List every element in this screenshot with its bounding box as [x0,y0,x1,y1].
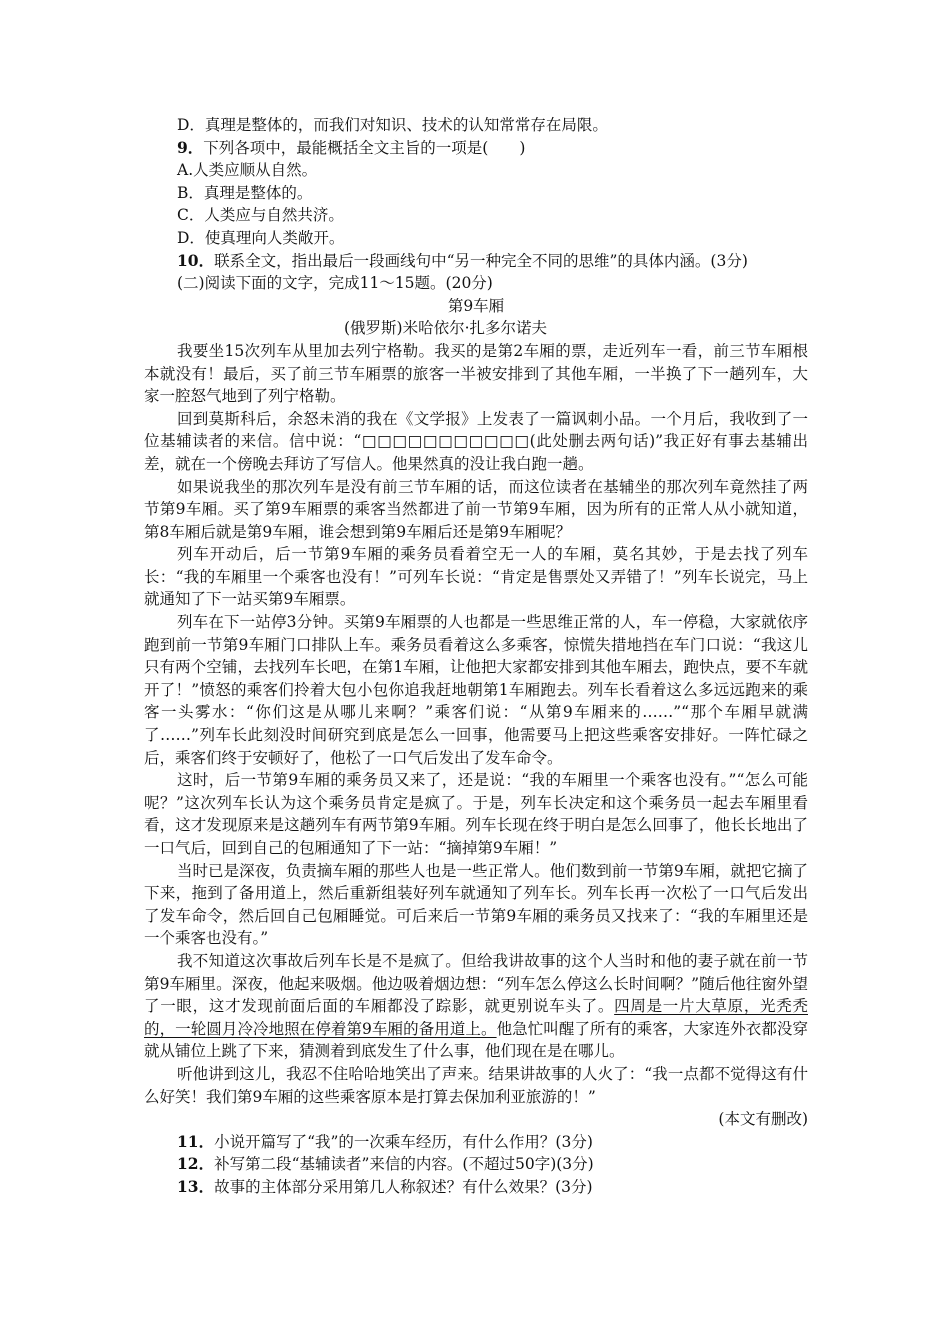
option-d-prev: D．真理是整体的，而我们对知识、技术的认知常常存在局限。 [177,116,608,134]
story-author: (俄罗斯)米哈依尔·扎多尔诺夫 [344,319,548,338]
story-title: 第9车厢 [447,296,505,315]
source-note: (本文有删改) [718,1110,808,1129]
option-a: A.人类应顺从自然。 [177,161,318,180]
story-paragraph-3: 如果说我坐的那次列车是没有前三节车厢的话，而这位读者在基辅坐的那次列车竟然挂了两节第9车厢。买了第9车厢票的乘客当然都进了前一节第9车厢，因为所有的正常人从小就知道，第8车厢后就是第9车厢，谁会想到第9车厢后还是第9车厢呢？ [144,477,808,541]
question-12 [144,1153,808,1176]
question-text: 联系全文，指出最后一段画线句中“另一种完全不同的思维”的具体内涵。(3分) [214,251,748,270]
option-c: C．人类应与自然共济。 [177,206,344,225]
story-paragraph-8 [144,950,808,1063]
story-paragraph-4: 列车开动后，后一节第9车厢的乘务员看着空无一人的车厢，莫名其妙，于是去找了列车长：“我的车厢里一个乘客也没有！”可列车长说：“肯定是售票处又弄错了！”列车长说完，马上就通知了下一站买第9车厢票。 [144,545,808,609]
option-b: B．真理是整体的。 [177,183,313,202]
question-11 [144,1131,808,1154]
question-number: 12． [177,1154,215,1174]
underlined-sentence: 四周是一片大草原，光秃秃的，一轮圆月冷冷地照在停着第9车厢的备用道上。 [144,997,808,1038]
question-10 [144,250,808,273]
question-number: 10． [177,250,215,270]
question-number: 13． [177,1176,215,1196]
story-paragraph-1: 我要坐15次列车从里加去列宁格勒。我买的是第2车厢的票，走近列车一看，前三节车厢根本就没有！最后，买了前三节车厢票的旅客一半被安排到了其他车厢，一半换了下一趟列车，大家一腔怒气地到了列宁格勒。 [144,341,808,406]
question-text: 小说开篇写了“我”的一次乘车经历，有什么作用？(3分) [214,1132,593,1151]
document-page [144,114,808,1199]
story-paragraph-2: 回到莫斯科后，余怒未消的我在《文学报》上发表了一篇讽刺小品。一个月后，我收到了一位基辅读者的来信。信中说：“□□□□□□□□□□□(此处删去两句话)”我正好有事去基辅出差，就在一个傍晚去拜访了写信人。他果然真的没让我白跑一趟。 [144,409,808,473]
story-paragraph-6: 这时，后一节第9车厢的乘务员又来了，还是说：“我的车厢里一个乘客也没有。”“怎么可能呢？”这次列车长认为这个乘务员肯定是疯了。于是，列车长决定和这个乘务员一起去车厢里看看，这才发现原来是这趟列车有两节第9车厢。列车长现在终于明白是怎么回事了，他长长地出了一口气后，回到自己的包厢通知了下一站：“摘掉第9车厢！” [144,771,808,857]
story-paragraph-7: 当时已是深夜，负责摘车厢的那些人也是一些正常人。他们数到前一节第9车厢，就把它摘了下来，拖到了备用道上，然后重新组装好列车就通知了列车长。列车长再一次松了一口气后发出了发车命令，然后回自己包厢睡觉。可后来后一节第9车厢的乘务员又找来了：“我的车厢里还是一个乘客也没有。” [144,861,808,948]
question-text: 下列各项中，最能概括全文主旨的一项是( ) [203,138,526,157]
question-13 [144,1176,808,1199]
question-text: 故事的主体部分采用第几人称叙述？有什么效果？(3分) [214,1177,593,1196]
story-paragraph-5: 列车在下一站停3分钟。买第9车厢票的人也都是一些思维正常的人，车一停稳，大家就依序跑到前一节第9车厢门口排队上车。乘务员看着这么多乘客，惊慌失措地挡在车门口说：“我这儿只有两个空铺，去找列车长吧，在第1车厢，让他把大家都安排到其他车厢去，跑快点，要不车就开了！”愤怒的乘客们拎着大包小包你追我赶地朝第1车厢跑去。列车长看着这么多远远跑来的乘客一头雾水：“你们这是从哪儿来啊？”乘客们说：“从第9车厢来的……”“那个车厢早就满了……”列车长此刻没时间研究到底是怎么一回事，他需要马上把这些乘客安排好。一阵忙碌之后，乘客们终于安顿好了，他松了一口气后发出了发车命令。 [144,613,808,767]
paragraph-text: 他急忙叫醒了所有的乘客，大家连外衣都没穿就从铺位上跳了下来，猜测着到底发生了什么事，他们现在是在哪儿。 [144,1019,808,1061]
section-heading: (二)阅读下面的文字，完成11～15题。(20分) [177,274,493,293]
question-9 [144,137,808,160]
question-text: 补写第二段“基辅读者”来信的内容。(不超过50字)(3分) [214,1155,594,1174]
question-number: 9． [177,137,204,157]
option-d: D．使真理向人类敞开。 [177,228,345,247]
paragraph-text: 我不知道这次事故后列车长是不是疯了。但给我讲故事的这个人当时和他的妻子就在前一节第9车厢里。深夜，他起来吸烟。他边吸着烟边想：“列车怎么停这么长时间啊？”随后他往窗外望了一眼，这才发现前面后面的车厢都没了踪影，就更别说车头了。 [144,951,808,1016]
question-number: 11． [177,1131,215,1151]
story-paragraph-9: 听他讲到这儿，我忍不住哈哈地笑出了声来。结果讲故事的人火了：“我一点都不觉得这有什么好笑！我们第9车厢的这些乘客原本是打算去保加利亚旅游的！” [144,1064,808,1106]
